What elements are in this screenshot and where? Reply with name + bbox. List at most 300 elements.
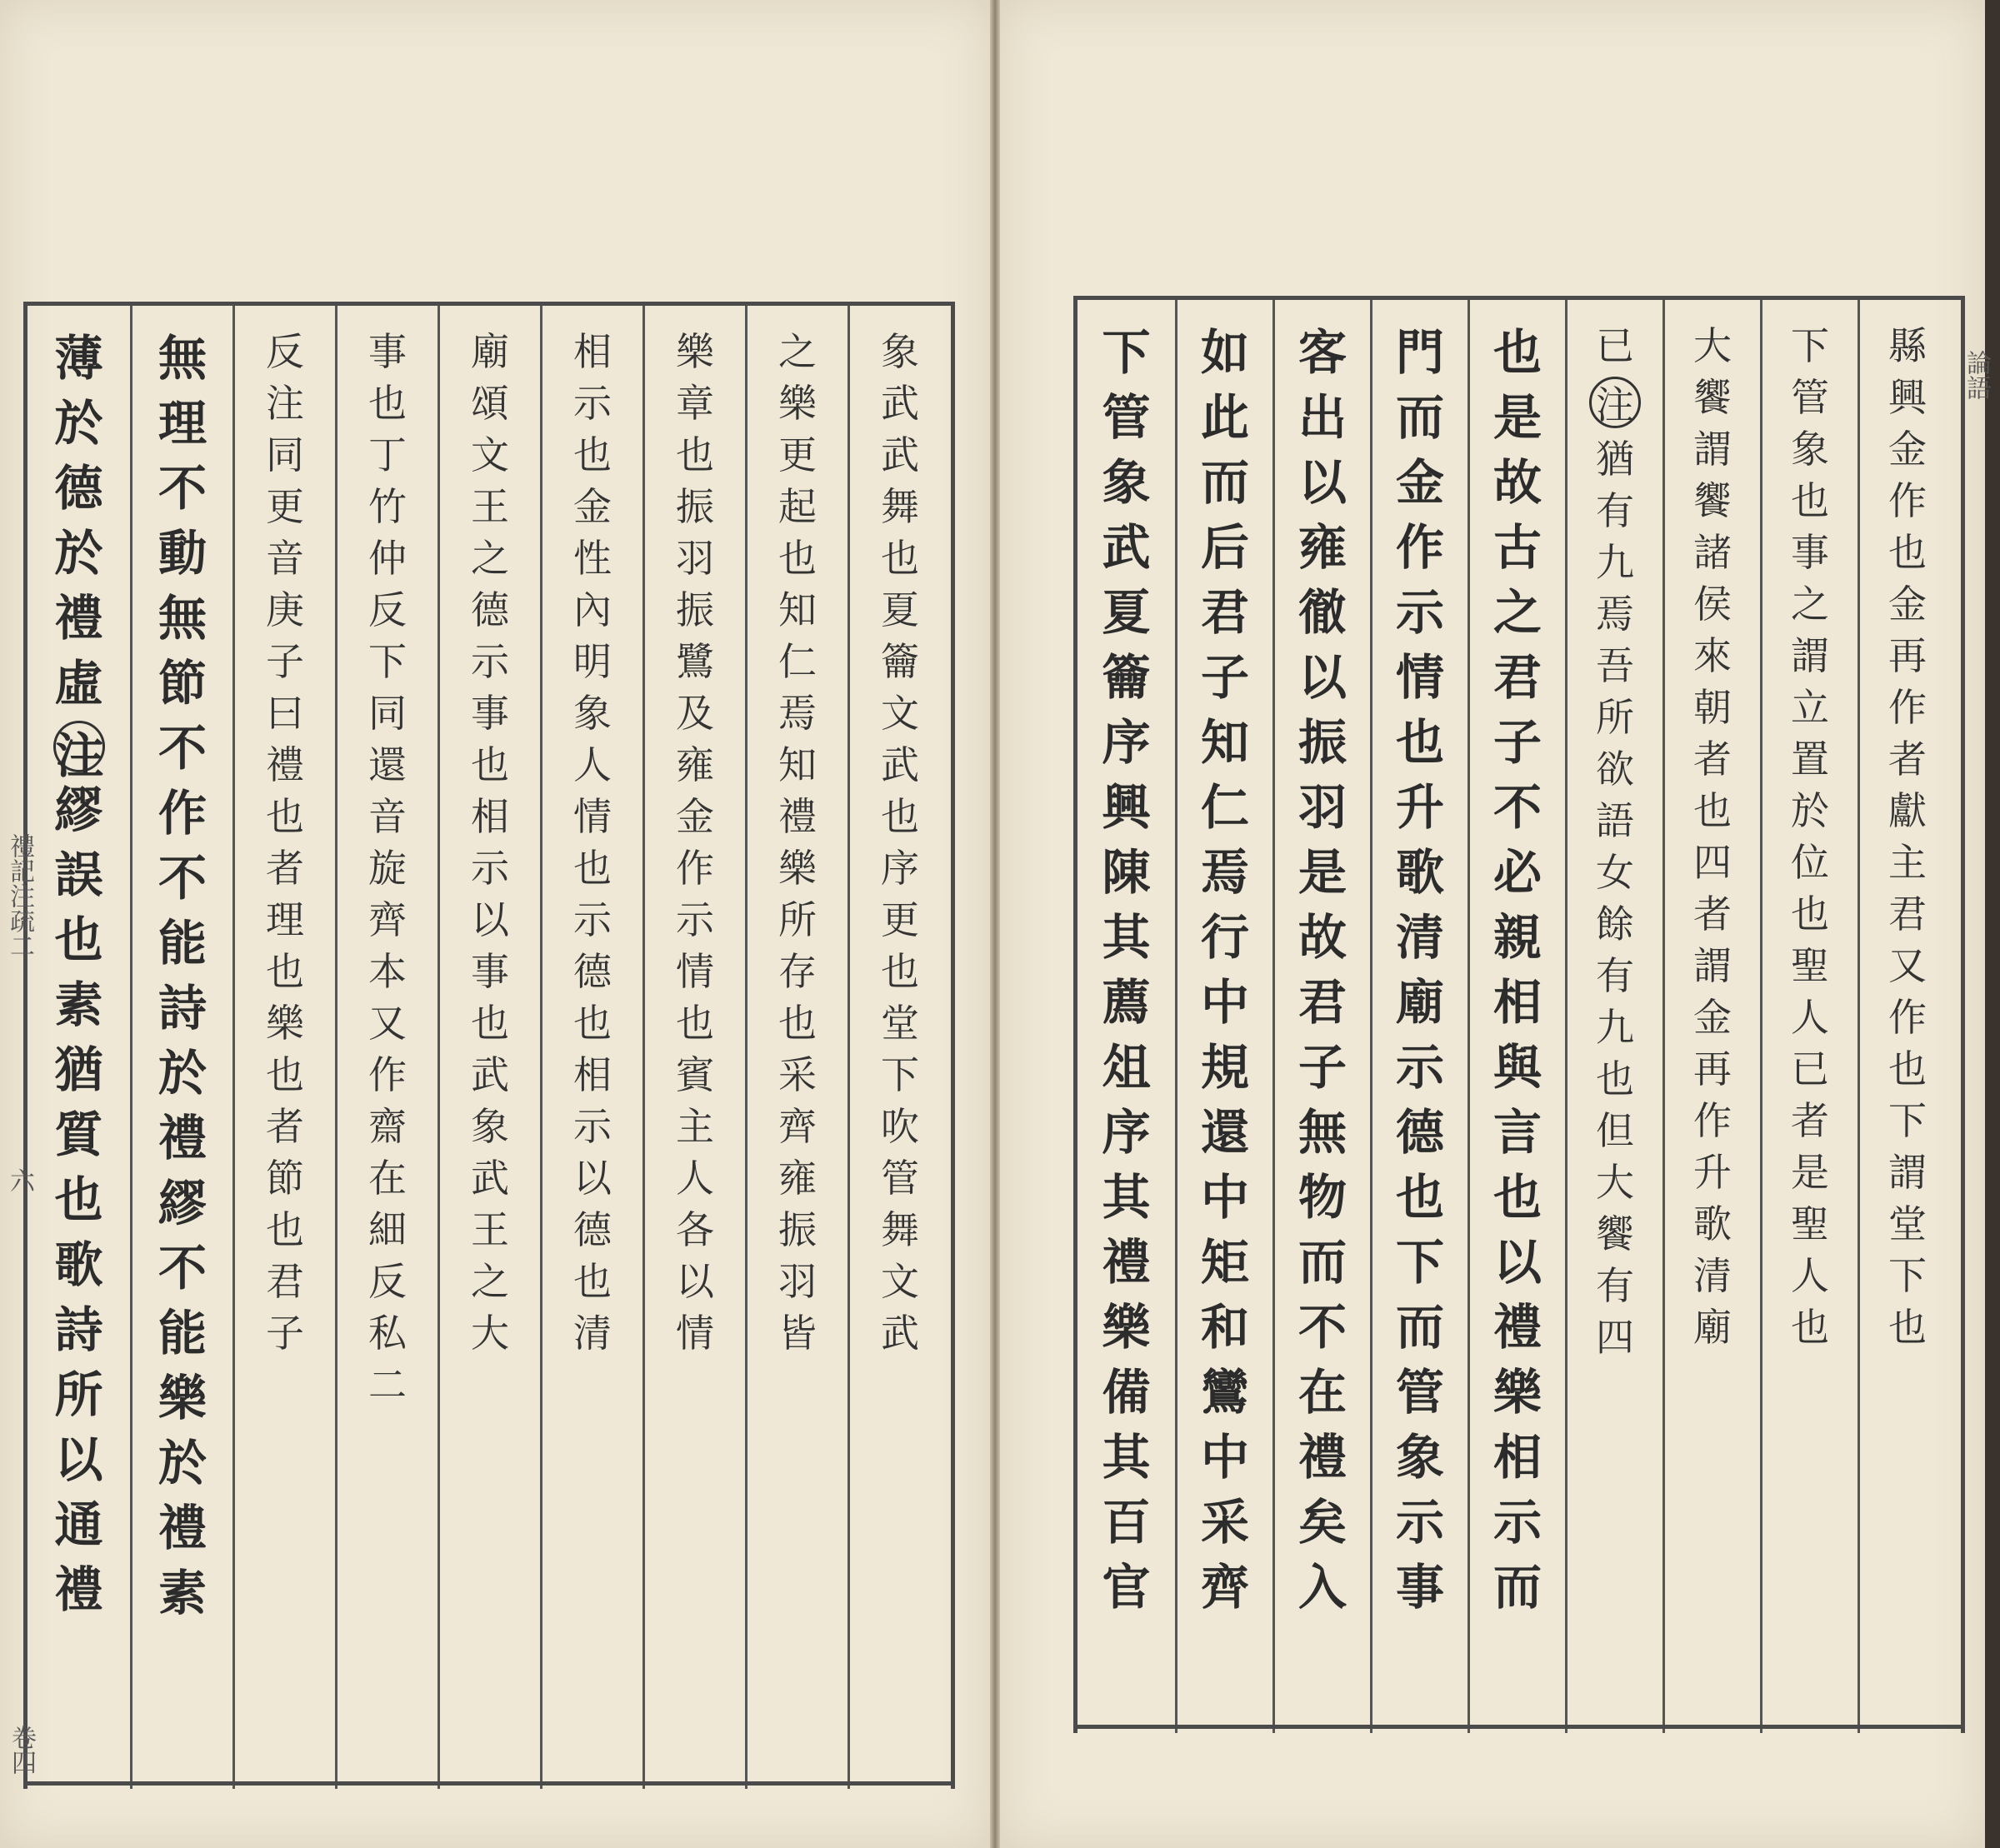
text-character: 子: [1200, 649, 1249, 706]
text-character: 也: [676, 432, 714, 477]
text-character: 堂: [881, 1001, 919, 1046]
text-character: 歌: [1693, 1201, 1732, 1246]
text-character: 武: [471, 1052, 509, 1097]
text-character: 相: [471, 794, 509, 839]
left-side-number-text: 六: [10, 1167, 35, 1196]
right-frame-bottom-rule: [1073, 1725, 1965, 1729]
text-character: 升: [1693, 1150, 1732, 1195]
text-character: 下: [368, 639, 407, 684]
text-character: 置: [1791, 737, 1829, 782]
text-character: 和: [1200, 1299, 1249, 1356]
text-character: 已: [1596, 323, 1634, 368]
text-character: 君: [266, 1259, 304, 1304]
text-character: 序: [1102, 714, 1151, 771]
text-character: 不: [158, 1240, 207, 1296]
text-character: 相: [1492, 1429, 1542, 1486]
text-character: 金: [1888, 427, 1927, 472]
book-edge: [1985, 0, 2000, 1848]
text-character: 也: [54, 912, 103, 968]
text-character: 賓: [676, 1052, 714, 1097]
text-character: 采: [778, 1052, 817, 1097]
text-character: 官: [1102, 1559, 1151, 1616]
text-character: 丁: [368, 432, 407, 477]
text-character: 俎: [1102, 1039, 1151, 1096]
text-character: 九: [1596, 540, 1634, 585]
text-character: 君: [1298, 974, 1347, 1031]
text-character: 大: [471, 1311, 509, 1356]
text-character: 於: [1791, 788, 1829, 833]
text-character: 升: [1395, 779, 1444, 836]
text-character: 齋: [368, 1104, 407, 1149]
text-character: 德: [471, 587, 509, 632]
text-character: 謂: [1791, 633, 1829, 678]
text-character: 管: [881, 1156, 919, 1201]
text-character: 金: [1395, 454, 1444, 511]
text-character: 示: [1395, 1494, 1444, 1551]
text-character: 君: [1200, 584, 1249, 641]
text-character: 也: [676, 1001, 714, 1046]
text-character: 下: [1888, 1098, 1927, 1143]
text-character: 后: [1200, 519, 1249, 576]
text-character: 金: [1693, 995, 1732, 1040]
text-character: 情: [676, 949, 714, 994]
text-character: 細: [368, 1207, 407, 1252]
text-character: 王: [471, 484, 509, 529]
text-character: 事: [368, 329, 407, 374]
text-character: 不: [1298, 1299, 1347, 1356]
text-character: 詩: [158, 980, 207, 1036]
text-character: 歌: [1395, 844, 1444, 901]
text-character: 不: [158, 850, 207, 907]
text-character: 示: [676, 897, 714, 942]
text-character: 主: [676, 1104, 714, 1149]
text-character: 君: [1888, 892, 1927, 936]
text-character: 人: [1791, 1253, 1829, 1298]
text-character: 示: [1395, 584, 1444, 641]
text-character: 也: [266, 1207, 304, 1252]
text-character: 禮: [54, 590, 103, 647]
text-character: 謂: [1888, 1150, 1927, 1195]
text-character: 管: [1102, 389, 1151, 446]
text-character: 以: [54, 1431, 103, 1488]
text-character: 反: [266, 329, 304, 374]
text-character: 各: [676, 1207, 714, 1252]
text-character: 也: [1492, 1169, 1542, 1226]
text-character: 有: [1596, 488, 1634, 533]
text-character: 音: [266, 536, 304, 581]
text-character: 禮: [158, 1110, 207, 1166]
left-column-6: [540, 306, 642, 1789]
right-column-3: [1272, 300, 1370, 1733]
left-frame-bottom-rule: [23, 1781, 955, 1786]
text-character: 中: [1200, 1169, 1249, 1226]
text-character: 之: [778, 329, 817, 374]
text-character: 下: [881, 1052, 919, 1097]
text-character: 下: [1395, 1234, 1444, 1291]
text-character: 而: [1298, 1234, 1347, 1291]
text-character: 於: [54, 395, 103, 452]
text-character: 以: [676, 1259, 714, 1304]
text-character: 下: [1888, 1253, 1927, 1298]
text-character: 竹: [368, 484, 407, 529]
text-character: 素: [54, 976, 103, 1033]
left-column-9: [848, 306, 950, 1789]
text-character: 注: [1589, 377, 1641, 428]
right-column-5: [1468, 300, 1565, 1733]
text-character: 也: [1693, 788, 1732, 833]
text-character: 注: [53, 721, 105, 772]
text-character: 皆: [778, 1311, 817, 1356]
text-character: 無: [1298, 1104, 1347, 1161]
text-character: 仁: [778, 639, 817, 684]
left-text-frame: [23, 302, 955, 1789]
text-character: 雍: [676, 742, 714, 787]
right-text-frame: [1073, 296, 1965, 1733]
text-character: 事: [1791, 530, 1829, 575]
text-character: 下: [1791, 323, 1829, 368]
text-character: 性: [573, 536, 612, 581]
left-margin-label-text: 禮記注疏二: [5, 833, 34, 958]
text-character: 廟: [1693, 1305, 1732, 1350]
text-character: 能: [158, 915, 207, 971]
text-character: 相: [573, 1052, 612, 1097]
text-character: 德: [573, 949, 612, 994]
text-character: 存: [778, 949, 817, 994]
text-character: 也: [573, 846, 612, 891]
text-character: 夏: [1102, 584, 1151, 641]
text-character: 子: [266, 639, 304, 684]
text-character: 武: [881, 432, 919, 477]
text-character: 質: [54, 1106, 103, 1163]
text-character: 更: [266, 484, 304, 529]
text-character: 朝: [1693, 685, 1732, 730]
text-character: 也: [54, 1171, 103, 1228]
left-column-5: [438, 306, 540, 1789]
text-character: 故: [1492, 454, 1542, 511]
text-character: 也: [881, 949, 919, 994]
text-character: 清: [1693, 1253, 1732, 1298]
text-character: 理: [158, 395, 207, 452]
text-character: 猶: [1596, 437, 1634, 482]
text-character: 以: [1298, 649, 1347, 706]
text-character: 人: [1791, 995, 1829, 1040]
text-character: 也: [266, 1052, 304, 1097]
text-character: 振: [778, 1207, 817, 1252]
text-character: 樂: [266, 1001, 304, 1046]
text-character: 者: [1791, 1098, 1829, 1143]
text-character: 吹: [881, 1104, 919, 1149]
text-character: 也: [881, 794, 919, 839]
left-side-number: [10, 1166, 35, 1198]
text-character: 中: [1200, 974, 1249, 1031]
text-character: 四: [1596, 1315, 1634, 1360]
text-character: 金: [1888, 582, 1927, 627]
text-character: 也: [573, 432, 612, 477]
text-character: 樂: [676, 329, 714, 374]
text-character: 也: [881, 536, 919, 581]
text-character: 文: [881, 1259, 919, 1304]
text-character: 獻: [1888, 788, 1927, 833]
text-character: 備: [1102, 1364, 1151, 1421]
text-character: 禮: [158, 1500, 207, 1556]
text-character: 情: [573, 794, 612, 839]
text-character: 堂: [1888, 1201, 1927, 1246]
text-character: 諸: [1693, 530, 1732, 575]
text-character: 清: [573, 1311, 612, 1356]
text-character: 武: [881, 1311, 919, 1356]
text-character: 薦: [1102, 974, 1151, 1031]
left-column-2: [130, 306, 232, 1789]
right-column-9: [1858, 300, 1955, 1733]
text-character: 詩: [54, 1301, 103, 1358]
text-character: 其: [1102, 1429, 1151, 1486]
left-column-7: [642, 306, 745, 1789]
text-character: 也: [1492, 324, 1542, 381]
text-character: 雍: [1298, 519, 1347, 576]
text-character: 示: [573, 381, 612, 426]
text-character: 以: [471, 897, 509, 942]
text-character: 以: [1298, 454, 1347, 511]
text-character: 德: [54, 460, 103, 517]
text-character: 武: [881, 381, 919, 426]
text-character: 者: [1693, 737, 1732, 782]
text-character: 大: [1693, 323, 1732, 368]
text-character: 示: [573, 897, 612, 942]
text-character: 內: [573, 587, 612, 632]
text-character: 事: [471, 949, 509, 994]
text-character: 虛: [54, 655, 103, 712]
text-character: 示: [1492, 1494, 1542, 1551]
text-character: 羽: [676, 536, 714, 581]
text-character: 籥: [1102, 649, 1151, 706]
text-character: 也: [1888, 530, 1927, 575]
text-character: 廟: [1395, 974, 1444, 1031]
text-character: 又: [368, 1001, 407, 1046]
text-character: 於: [158, 1045, 207, 1101]
text-character: 謂: [1693, 943, 1732, 988]
text-character: 禮: [1102, 1234, 1151, 1291]
text-character: 於: [54, 525, 103, 582]
text-character: 本: [368, 949, 407, 994]
text-character: 立: [1791, 685, 1829, 730]
text-character: 餘: [1596, 902, 1634, 946]
text-character: 也: [1888, 1046, 1927, 1091]
text-character: 行: [1200, 909, 1249, 966]
text-character: 與: [1492, 1039, 1542, 1096]
text-character: 饗: [1693, 375, 1732, 420]
text-character: 也: [573, 1001, 612, 1046]
text-character: 禮: [266, 742, 304, 787]
text-character: 聖: [1791, 1201, 1829, 1246]
text-character: 焉: [1596, 592, 1634, 637]
text-character: 也: [1791, 1305, 1829, 1350]
text-character: 鷺: [676, 639, 714, 684]
text-character: 客: [1298, 324, 1347, 381]
text-character: 也: [1791, 892, 1829, 936]
text-character: 也: [471, 1001, 509, 1046]
text-character: 九: [1596, 1005, 1634, 1050]
text-character: 君: [1492, 649, 1542, 706]
text-character: 序: [881, 846, 919, 891]
text-character: 無: [158, 330, 207, 387]
text-character: 反: [368, 587, 407, 632]
text-character: 入: [1298, 1559, 1347, 1616]
text-character: 更: [778, 432, 817, 477]
text-character: 饗: [1596, 1211, 1634, 1256]
text-character: 不: [158, 720, 207, 777]
text-character: 作: [676, 846, 714, 891]
text-character: 親: [1492, 909, 1542, 966]
text-character: 章: [676, 381, 714, 426]
left-column-4: [335, 306, 438, 1789]
text-character: 作: [1888, 685, 1927, 730]
text-character: 者: [1888, 737, 1927, 782]
text-character: 欲: [1596, 747, 1634, 792]
right-margin-label-text: 論語: [1962, 350, 1991, 400]
text-character: 所: [778, 897, 817, 942]
text-character: 知: [778, 742, 817, 787]
text-character: 樂: [1492, 1364, 1542, 1421]
text-character: 也: [778, 536, 817, 581]
text-character: 子: [1298, 1039, 1347, 1096]
text-character: 者: [266, 1104, 304, 1149]
text-character: 女: [1596, 850, 1634, 895]
text-character: 節: [266, 1156, 304, 1201]
text-character: 是: [1492, 389, 1542, 446]
text-character: 舞: [881, 1207, 919, 1252]
text-character: 也: [1791, 478, 1829, 523]
text-character: 者: [1693, 892, 1732, 936]
text-character: 而: [1395, 389, 1444, 446]
text-character: 作: [368, 1052, 407, 1097]
text-character: 象: [1791, 427, 1829, 472]
text-character: 情: [1395, 649, 1444, 706]
text-character: 金: [573, 484, 612, 529]
text-character: 注: [266, 381, 304, 426]
right-column-4: [1370, 300, 1468, 1733]
text-character: 也: [471, 742, 509, 787]
text-character: 中: [1200, 1429, 1249, 1486]
left-bottom-label: [5, 1725, 37, 1775]
text-character: 音: [368, 794, 407, 839]
text-character: 不: [1492, 779, 1542, 836]
text-character: 再: [1693, 1046, 1732, 1091]
text-character: 禮: [1492, 1299, 1542, 1356]
text-character: 禮: [778, 794, 817, 839]
text-character: 也: [368, 381, 407, 426]
text-character: 象: [573, 691, 612, 736]
text-character: 素: [158, 1565, 207, 1621]
text-character: 也: [1888, 1305, 1927, 1350]
text-character: 門: [1395, 324, 1444, 381]
text-character: 於: [158, 1435, 207, 1491]
text-character: 興: [1888, 375, 1927, 420]
text-character: 侯: [1693, 582, 1732, 627]
text-character: 饗: [1693, 478, 1732, 523]
text-character: 不: [158, 460, 207, 517]
text-character: 示: [1395, 1039, 1444, 1096]
text-character: 其: [1102, 1169, 1151, 1226]
text-character: 位: [1791, 840, 1829, 885]
text-character: 焉: [778, 691, 817, 736]
text-character: 有: [1596, 953, 1634, 998]
text-character: 羽: [1298, 779, 1347, 836]
text-character: 下: [1102, 324, 1151, 381]
text-character: 也: [1596, 1056, 1634, 1101]
text-character: 主: [1888, 840, 1927, 885]
text-character: 出: [1298, 389, 1347, 446]
text-character: 王: [471, 1207, 509, 1252]
text-character: 歌: [54, 1236, 103, 1293]
text-character: 之: [471, 1259, 509, 1304]
text-character: 猶: [54, 1041, 103, 1098]
text-character: 焉: [1200, 844, 1249, 901]
text-character: 知: [1200, 714, 1249, 771]
left-margin-label: [3, 833, 35, 958]
left-column-8: [745, 306, 848, 1789]
text-character: 能: [158, 1305, 207, 1361]
text-character: 德: [1395, 1104, 1444, 1161]
text-character: 同: [266, 432, 304, 477]
text-character: 繆: [54, 782, 103, 838]
text-character: 但: [1596, 1108, 1634, 1153]
text-character: 子: [1492, 714, 1542, 771]
text-character: 作: [1395, 519, 1444, 576]
right-column-2: [1175, 300, 1272, 1733]
text-character: 也: [266, 949, 304, 994]
right-column-1: [1078, 300, 1175, 1733]
text-character: 管: [1791, 375, 1829, 420]
text-character: 薄: [54, 330, 103, 387]
text-character: 私: [368, 1311, 407, 1356]
text-character: 象: [1395, 1429, 1444, 1486]
text-character: 子: [266, 1311, 304, 1356]
text-character: 作: [1693, 1098, 1732, 1143]
text-character: 以: [1492, 1234, 1542, 1291]
text-character: 金: [676, 794, 714, 839]
text-character: 樂: [1102, 1299, 1151, 1356]
text-character: 還: [1200, 1104, 1249, 1161]
text-character: 吾: [1596, 643, 1634, 688]
text-character: 禮: [1298, 1429, 1347, 1486]
text-character: 廟: [471, 329, 509, 374]
text-character: 武: [471, 1156, 509, 1201]
text-character: 舞: [881, 484, 919, 529]
text-character: 仁: [1200, 779, 1249, 836]
text-character: 情: [676, 1311, 714, 1356]
text-character: 在: [1298, 1364, 1347, 1421]
text-character: 興: [1102, 779, 1151, 836]
text-character: 管: [1395, 1364, 1444, 1421]
text-character: 雍: [778, 1156, 817, 1201]
text-character: 頌: [471, 381, 509, 426]
right-margin-label: [1960, 350, 1992, 400]
text-character: 此: [1200, 389, 1249, 446]
text-character: 相: [1492, 974, 1542, 1031]
text-character: 清: [1395, 909, 1444, 966]
text-character: 聖: [1791, 943, 1829, 988]
text-character: 武: [1102, 519, 1151, 576]
text-character: 樂: [158, 1370, 207, 1426]
text-character: 序: [1102, 1104, 1151, 1161]
text-character: 更: [881, 897, 919, 942]
left-bottom-label-text: 卷四: [7, 1725, 36, 1775]
text-character: 采: [1200, 1494, 1249, 1551]
text-character: 其: [1102, 909, 1151, 966]
text-character: 文: [881, 691, 919, 736]
text-character: 矣: [1298, 1494, 1347, 1551]
text-character: 示: [471, 639, 509, 684]
